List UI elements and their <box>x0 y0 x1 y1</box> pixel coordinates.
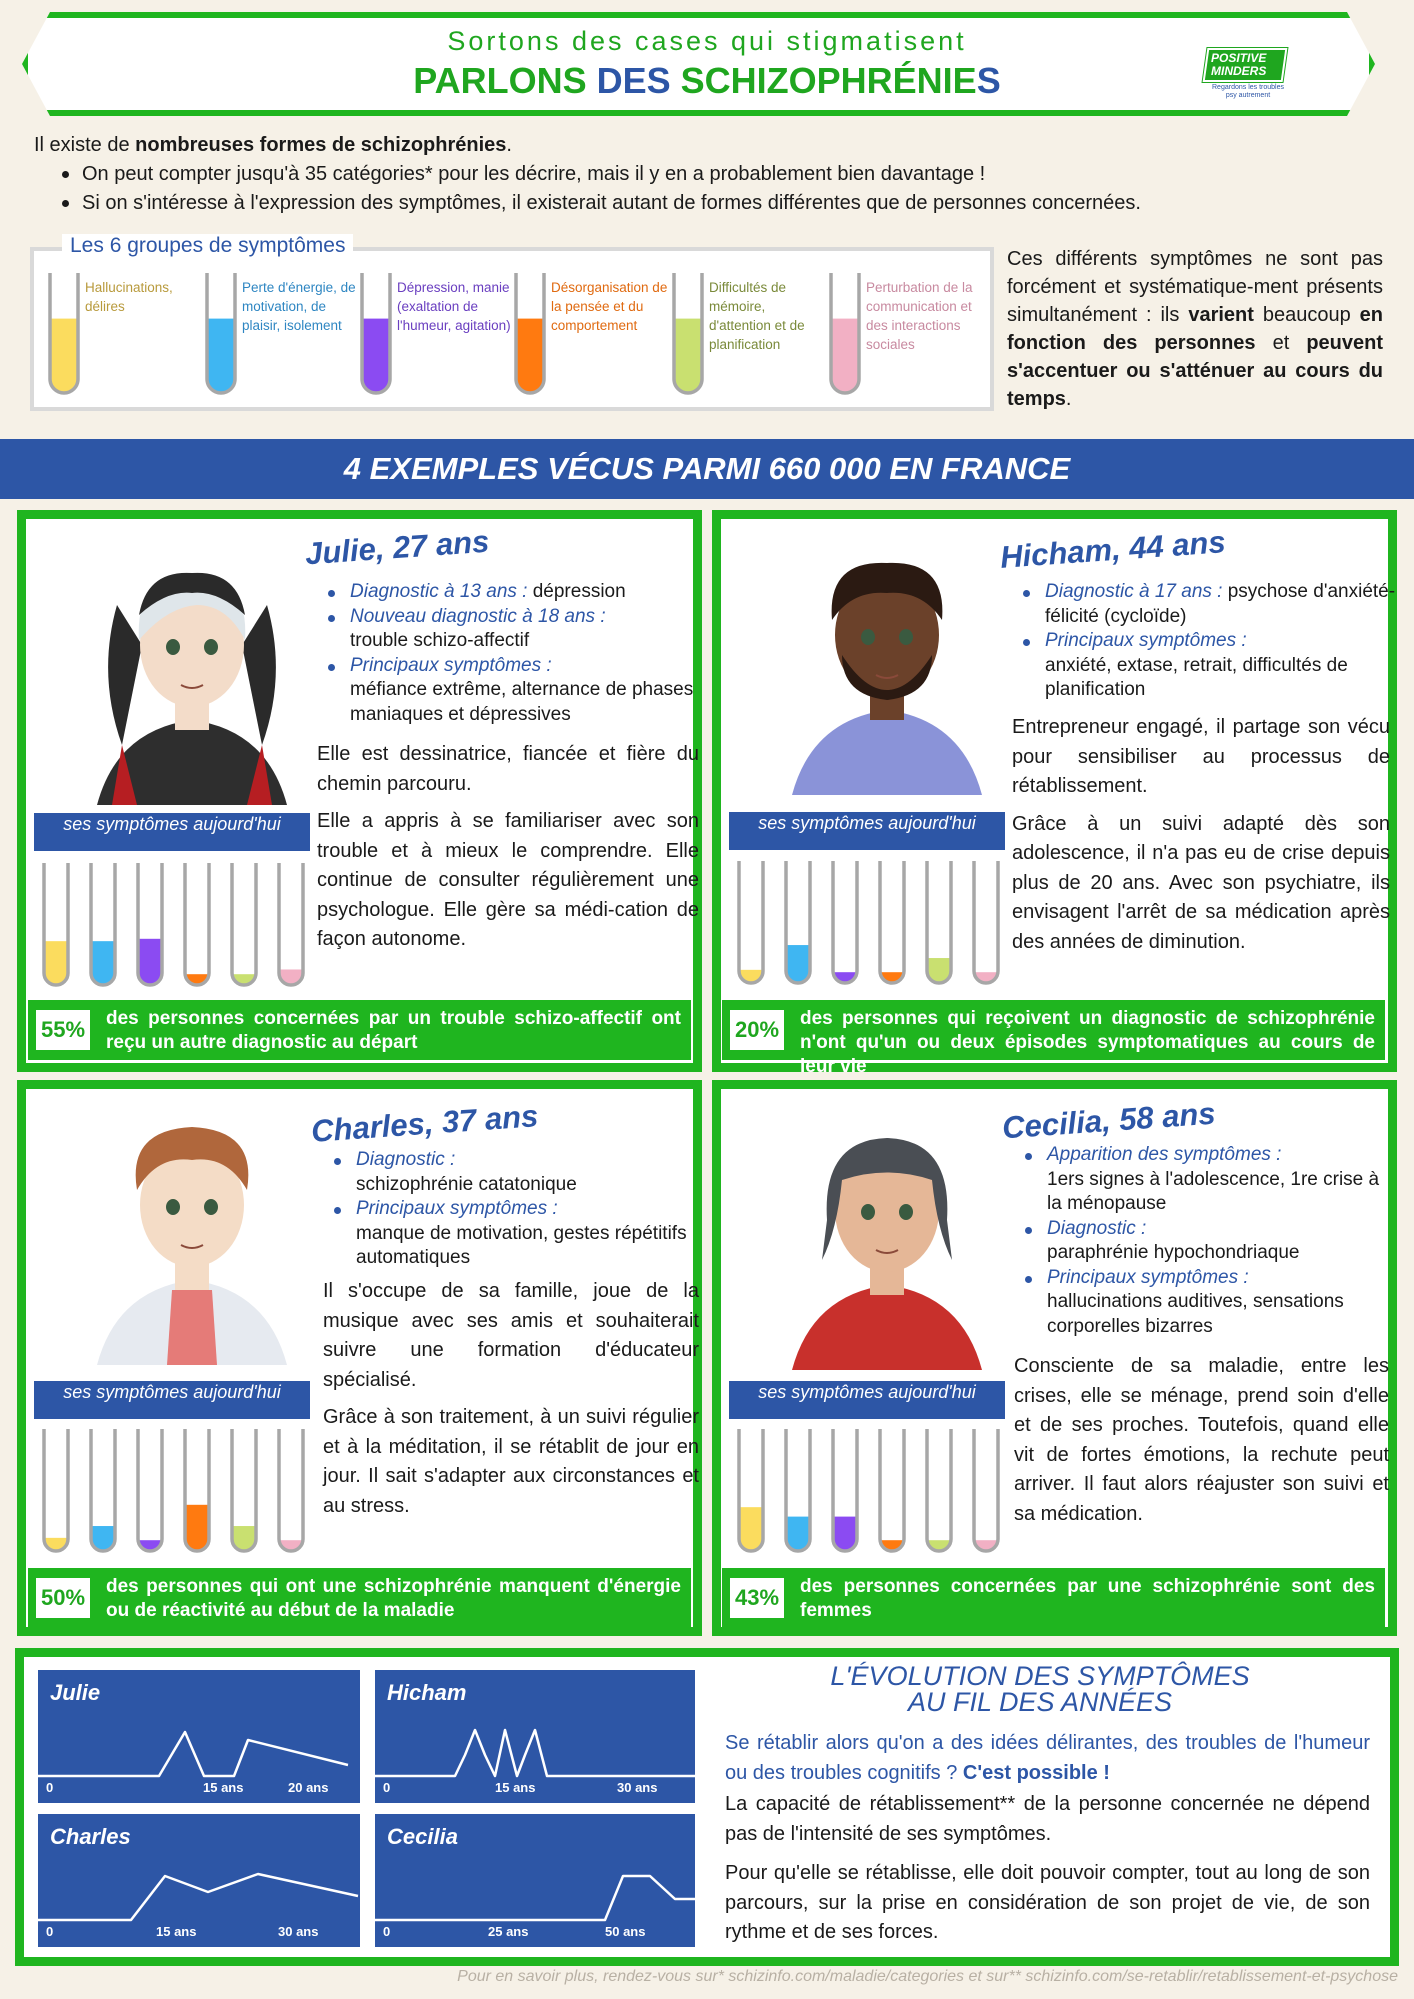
symptoms-today-label: ses symptômes aujourd'hui <box>34 1381 310 1419</box>
intro-lead: Il existe de nombreuses formes de schizophrénies. <box>34 134 512 156</box>
test-tube-icon <box>737 860 767 986</box>
diagnosis-list <box>1047 1143 1397 1339</box>
intro-bullet: Si on s'intéresse à l'expression des symptômes, il existerait autant de formes différentes que de personnes concernées. <box>62 189 1384 218</box>
evolution-text <box>725 1729 1370 1948</box>
test-tube-icon <box>672 272 706 396</box>
story-paragraph: Consciente de sa maladie, entre les crises, elle se ménage, prend soin d'elle et de ses proches. Toutefois, quand elle vit de fortes émotions, la rechute peut arriver. Il faut alors réajuster son suivi et sa médication. <box>1014 1355 1389 1525</box>
symptom-groups-title: Les 6 groupes de symptômes <box>62 234 353 258</box>
person-story <box>1012 713 1390 957</box>
diagnosis-item: Diagnostic à 13 ans : dépression <box>350 580 707 605</box>
diagnosis-item: Diagnostic : schizophrénie catatonique <box>356 1148 707 1197</box>
test-tube-icon <box>136 862 166 988</box>
evolution-tick: 0 <box>383 1924 391 1939</box>
portrait-illustration <box>772 1110 1002 1370</box>
person-story <box>1014 1352 1389 1529</box>
symptom-curve <box>375 1730 695 1776</box>
test-tube-icon <box>972 1428 1002 1554</box>
statistic-text: des personnes qui reçoivent un diagnostic de schizophrénie n'ont qu'un ou deux épisodes symptomatiques au cours de leur vie <box>800 1008 1375 1077</box>
symptoms-today-label: ses symptômes aujourd'hui <box>34 813 310 851</box>
evolution-paragraph: La capacité de rétablissement** de la personne concernée ne dépend pas de l'intensité de ses symptômes. <box>725 1793 1370 1845</box>
footer-sources: Pour en savoir plus, rendez-vous sur* schizinfo.com/maladie/categories et sur** schizinfo.com/se-retablir/retablissement-et-psychose <box>457 1968 1398 1985</box>
symptom-curve <box>375 1876 695 1920</box>
person-name: Charles, 37 ans <box>310 1098 540 1149</box>
evolution-line <box>375 1814 695 1947</box>
evolution-tick: 15 ans <box>203 1780 244 1795</box>
diagnosis-item: Diagnostic à 17 ans : psychose d'anxiété-félicité (cycloïde) <box>1045 580 1398 629</box>
statistic-text: des personnes concernées par une schizophrénie sont des femmes <box>800 1576 1375 1621</box>
diagnosis-list <box>1045 580 1398 703</box>
evolution-tick: 50 ans <box>605 1924 646 1939</box>
test-tube-icon <box>183 1428 213 1554</box>
diagnosis-item: Diagnostic : paraphrénie hypochondriaque <box>1047 1217 1397 1266</box>
person-name: Hicham, 44 ans <box>999 524 1227 575</box>
evolution-paragraph: Pour qu'elle se rétablisse, elle doit pouvoir compter, tout au long de son parcours, sur la prise en considération de son projet de vie, de son rythme et de ses forces. <box>725 1862 1370 1943</box>
header-subtitle: Sortons des cases qui stigmatisent <box>447 26 967 56</box>
person-story <box>317 740 699 955</box>
positive-minders-logo: POSITIVE MINDERS Regardons les troubles psy autrement <box>1205 48 1285 98</box>
statistic-text: des personnes qui ont une schizophrénie manquent d'énergie ou de réactivité au début de la maladie <box>106 1576 681 1621</box>
evolution-tick: 20 ans <box>288 1780 329 1795</box>
person-name: Julie, 27 ans <box>303 523 491 572</box>
diagnosis-item: Apparition des symptômes : 1ers signes à l'adolescence, 1re crise à la ménopause <box>1047 1143 1397 1217</box>
test-tube-icon <box>48 272 82 396</box>
test-tube-icon <box>925 1428 955 1554</box>
diagnosis-item: Principaux symptômes : hallucinations auditives, sensations corporelles bizarres <box>1047 1266 1397 1340</box>
test-tube-icon <box>277 862 307 988</box>
test-tube-icon <box>737 1428 767 1554</box>
person-story <box>323 1277 699 1521</box>
evolution-tick: 15 ans <box>495 1780 536 1795</box>
statistic-percent: 20% <box>730 1010 784 1050</box>
symptom-group-label: Difficultés de mémoire, d'attention et de planification <box>709 280 805 352</box>
evolution-tick: 0 <box>46 1924 54 1939</box>
evolution-chart-name: Hicham <box>387 1680 467 1705</box>
side-note: Ces différents symptômes ne sont pas forcément et systématique-ment présents simultanément : ils varient beaucoup en fonction des personnes et peuvent s'accentuer ou s'atténuer au cours du temps. <box>1007 248 1384 410</box>
intro-bullet: On peut compter jusqu'à 35 catégories* pour les décrire, mais il y en a probablement bien davantage ! <box>62 160 1384 189</box>
diagnosis-list <box>350 580 707 727</box>
test-tube-icon <box>829 272 863 396</box>
evolution-tick: 30 ans <box>617 1780 658 1795</box>
test-tube-icon <box>183 862 213 988</box>
test-tube-icon <box>205 272 239 396</box>
story-paragraph: Grâce à son traitement, à un suivi régulier et à la méditation, il se rétablit de jour en jour. Il sait s'adapter aux circonstances et au stress. <box>323 1406 699 1517</box>
test-tube-icon <box>831 1428 861 1554</box>
statistic-percent: 43% <box>730 1578 784 1618</box>
section-banner: 4 EXEMPLES VÉCUS PARMI 660 000 EN FRANCE <box>0 439 1414 499</box>
diagnosis-list <box>356 1148 707 1271</box>
evolution-chart-name: Charles <box>50 1824 131 1849</box>
test-tube-icon <box>360 272 394 396</box>
symptom-group-label: Dépression, manie (exaltation de l'humeur, agitation) <box>397 280 511 333</box>
symptom-curve <box>38 1732 348 1776</box>
intro <box>34 131 1384 218</box>
test-tube-icon <box>230 1428 260 1554</box>
symptom-group-label: Perturbation de la communication et des interactions sociales <box>866 280 973 352</box>
evolution-chart-name: Julie <box>50 1680 101 1705</box>
diagnosis-item: Principaux symptômes : anxiété, extase, retrait, difficultés de planification <box>1045 629 1398 703</box>
test-tube-icon <box>878 1428 908 1554</box>
evolution-tick: 15 ans <box>156 1924 197 1939</box>
symptoms-today-label: ses symptômes aujourd'hui <box>729 812 1005 850</box>
story-paragraph: Elle a appris à se familiariser avec son trouble et à mieux le comprendre. Elle continue de consulter régulièrement une psychologue. Elle gère sa médi-cation de façon autonome. <box>317 810 699 950</box>
symptom-group-label: Désorganisation de la pensée et du comportement <box>551 280 668 333</box>
shirt <box>792 1285 982 1370</box>
statistic-percent: 55% <box>36 1010 90 1050</box>
test-tube-icon <box>136 1428 166 1554</box>
evolution-tick: 0 <box>383 1780 391 1795</box>
test-tube-icon <box>878 860 908 986</box>
test-tube-icon <box>784 1428 814 1554</box>
test-tube-icon <box>925 860 955 986</box>
story-paragraph: Grâce à un suivi adapté dès son adolescence, il n'a pas eu de crise depuis plus de 20 ans. Avec son psychiatre, ils envisagent l'arrêt de sa médication après des années de diminution. <box>1012 812 1390 953</box>
test-tube-icon <box>42 1428 72 1554</box>
symptom-curve <box>38 1874 358 1920</box>
portrait-illustration <box>77 545 307 805</box>
test-tube-icon <box>89 862 119 988</box>
symptoms-today-label: ses symptômes aujourd'hui <box>729 1381 1005 1419</box>
diagnosis-item: Principaux symptômes : méfiance extrême, alternance de phases maniaques et dépressives <box>350 654 707 728</box>
portrait-illustration <box>77 1105 307 1365</box>
diagnosis-item: Principaux symptômes : manque de motivation, gestes répétitifs automatiques <box>356 1197 707 1271</box>
diagnosis-item: Nouveau diagnostic à 18 ans : trouble schizo-affectif <box>350 605 707 654</box>
header-title: PARLONS DES SCHIZOPHRÉNIES <box>413 60 1001 101</box>
test-tube-icon <box>89 1428 119 1554</box>
story-paragraph: Elle est dessinatrice, fiancée et fière du chemin parcouru. <box>317 743 699 795</box>
evolution-chart-name: Cecilia <box>387 1824 458 1849</box>
story-paragraph: Entrepreneur engagé, il partage son vécu pour sensibiliser au processus de rétablissement. <box>1012 716 1390 797</box>
person-name: Cecilia, 58 ans <box>1001 1095 1217 1146</box>
test-tube-icon <box>972 860 1002 986</box>
evolution-question: Se rétablir alors qu'on a des idées délirantes, des troubles de l'humeur ou des troubles cognitifs ? C'est possible ! <box>725 1732 1370 1784</box>
test-tube-icon <box>784 860 814 986</box>
evolution-tick: 0 <box>46 1780 54 1795</box>
evolution-tick: 25 ans <box>488 1924 529 1939</box>
symptom-group-label: Hallucinations, délires <box>85 280 173 314</box>
statistic-text: des personnes concernées par un trouble schizo-affectif ont reçu un autre diagnostic au départ <box>106 1008 681 1053</box>
test-tube-icon <box>514 272 548 396</box>
test-tube-icon <box>230 862 260 988</box>
statistic-percent: 50% <box>36 1578 90 1618</box>
evolution-tick: 30 ans <box>278 1924 319 1939</box>
story-paragraph: Il s'occupe de sa famille, joue de la musique avec ses amis et souhaiterait suivre une formation d'éducateur spécialisé. <box>323 1280 699 1391</box>
symptom-group-label: Perte d'énergie, de motivation, de plaisir, isolement <box>242 280 356 333</box>
test-tube-icon <box>831 860 861 986</box>
shirt <box>792 710 982 795</box>
evolution-title: L'ÉVOLUTION DES SYMPTÔMES AU FIL DES ANNÉES <box>830 1661 1250 1717</box>
portrait-illustration <box>772 535 1002 795</box>
test-tube-icon <box>42 862 72 988</box>
test-tube-icon <box>277 1428 307 1554</box>
